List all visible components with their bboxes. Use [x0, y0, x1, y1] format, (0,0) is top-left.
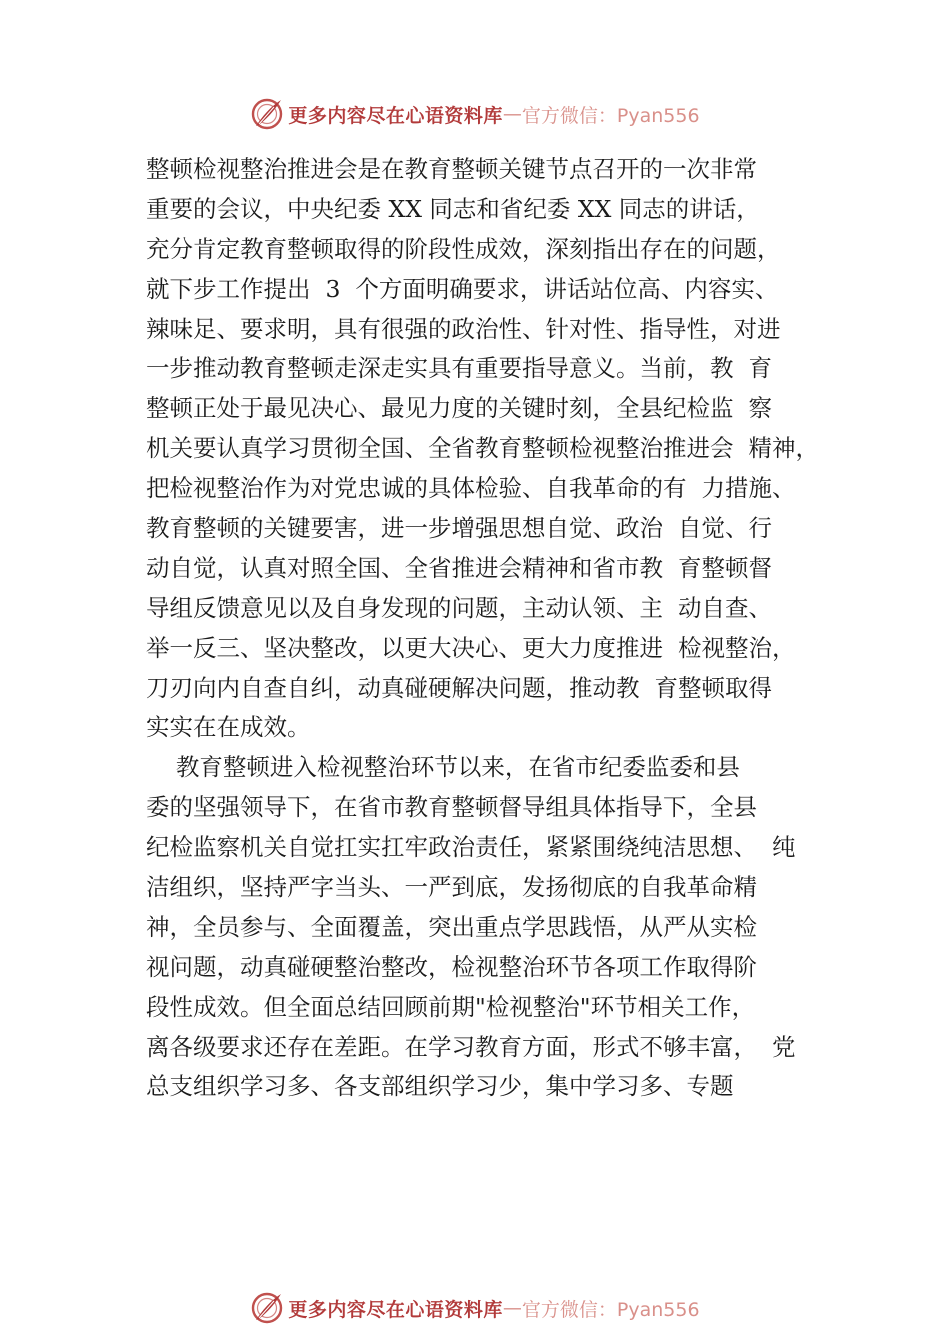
body-line: 举一反三、坚决整改，以更大决心、更大力度推进 检视整治，: [146, 633, 796, 662]
body-line: 教育整顿的关键要害，进一步增强思想自觉、政治 自觉、行: [146, 514, 772, 543]
body-line: 段性成效。但全面总结回顾前期"检视整治"环节相关工作，: [146, 992, 756, 1021]
body-line: 离各级要求还存在差距。在学习教育方面，形式不够丰富， 党: [146, 1032, 796, 1061]
body-line: 把检视整治作为对党忠诚的具体检验、自我革命的有 力措施、: [146, 474, 796, 503]
quill-logo-icon: [250, 1291, 284, 1325]
banner-wechat-label: 官方微信：Pyan556: [521, 1298, 700, 1321]
body-line: 动自觉，认真对照全国、全省推进会精神和省市教 育整顿督: [146, 553, 772, 582]
document-body: [146, 150, 846, 1107]
body-line: 神，全员参与、全面覆盖，突出重点学思践悟，从严从实检: [146, 912, 757, 941]
body-line: 洁组织，坚持严字当头、一严到底，发扬彻底的自我革命精: [146, 873, 757, 902]
body-line: 委的坚强领导下，在省市教育整顿督导组具体指导下，全县: [146, 793, 757, 822]
body-line: 就下步工作提出 3 个方面明确要求，讲话站位高、内容实、: [146, 274, 779, 303]
body-line: 刀刃向内自查自纠，动真碰硬解决问题，推动教 育整顿取得: [146, 673, 772, 702]
banner-separator: —: [502, 103, 522, 125]
header-banner: [0, 92, 950, 136]
body-line: 整顿正处于最见决心、最见力度的关键时刻，全县纪检监 察: [146, 394, 772, 423]
quill-logo-icon: [250, 97, 284, 131]
body-line: 机关要认真学习贯彻全国、全省教育整顿检视整治推进会 精神，: [146, 434, 819, 463]
body-line: 一步推动教育整顿走深走实具有重要指导意义。当前，教 育: [146, 354, 772, 383]
body-line: 视问题，动真碰硬整治整改，检视整治环节各项工作取得阶: [146, 952, 757, 981]
footer-banner: [0, 1286, 950, 1330]
body-line: 总支组织学习多、各支部组织学习少，集中学习多、专题: [146, 1072, 734, 1101]
body-line: 重要的会议，中央纪委 XX 同志和省纪委 XX 同志的讲话，: [146, 194, 760, 223]
body-line: 导组反馈意见以及自身发现的问题，主动认领、主 动自查、: [146, 593, 772, 622]
banner-title: 更多内容尽在心语资料库: [288, 104, 503, 127]
banner-separator: —: [502, 1297, 522, 1319]
body-line: 整顿检视整治推进会是在教育整顿关键节点召开的一次非常: [146, 155, 757, 183]
banner-title: 更多内容尽在心语资料库: [288, 1298, 503, 1321]
body-line: 充分肯定教育整顿取得的阶段性成效，深刻指出存在的问题，: [146, 234, 781, 263]
body-line: 纪检监察机关自觉扛实扛牢政治责任，紧紧围绕纯洁思想、 纯: [146, 833, 796, 862]
body-line: 实实在在成效。: [146, 713, 311, 742]
banner-wechat-label: 官方微信：Pyan556: [521, 104, 700, 127]
body-line: 教育整顿进入检视整治环节以来，在省市纪委监委和县: [146, 753, 740, 782]
body-line: 辣味足、要求明，具有很强的政治性、针对性、指导性，对进: [146, 314, 781, 343]
